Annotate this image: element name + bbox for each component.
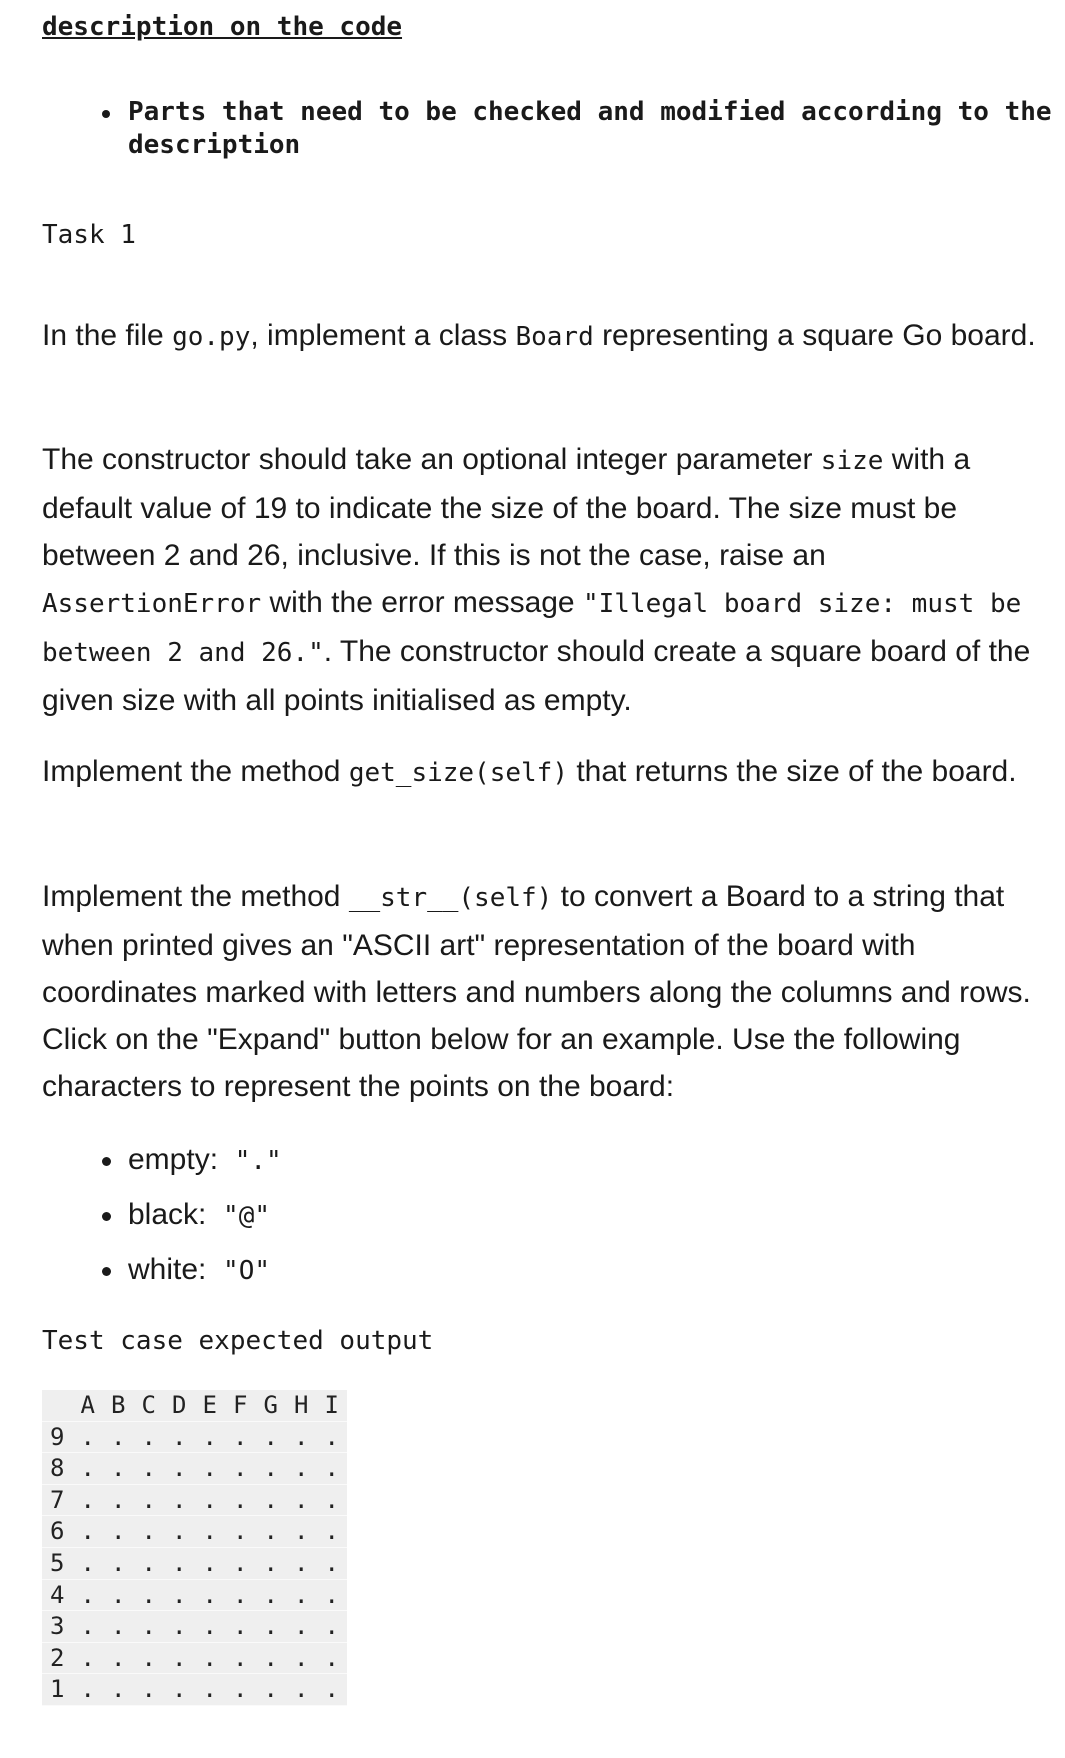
board-point: .: [294, 1675, 309, 1704]
column-label: D: [172, 1391, 187, 1419]
board-row: [42, 1643, 347, 1675]
board-point: .: [202, 1517, 217, 1546]
board-row: [42, 1516, 347, 1548]
board-point: .: [111, 1675, 126, 1704]
symbol-value: "O": [223, 1256, 271, 1286]
row-label: 6: [50, 1517, 65, 1546]
row-label: 7: [50, 1485, 65, 1514]
row-label: 2: [50, 1643, 65, 1672]
board-point: .: [324, 1517, 339, 1546]
board-point: .: [233, 1643, 248, 1672]
board-point: .: [80, 1422, 95, 1451]
test-case-label: Test case expected output: [42, 1326, 434, 1356]
column-label: A: [80, 1391, 95, 1419]
board-point: .: [80, 1643, 95, 1672]
board-point: .: [233, 1485, 248, 1514]
symbol-value: "@": [223, 1201, 271, 1231]
board-header-row: [42, 1390, 347, 1422]
board-point: .: [141, 1675, 156, 1704]
board-point: .: [263, 1454, 278, 1483]
row-points: [67, 1580, 348, 1611]
row-label: 4: [50, 1580, 65, 1609]
text: In the file: [42, 319, 173, 352]
code-get-size: get_size(self): [348, 758, 568, 788]
board-point: .: [172, 1643, 187, 1672]
board-row: [42, 1453, 347, 1485]
code-error-message: "Illegal board size: must be between 2 and 26.": [42, 589, 1022, 668]
board-point: .: [80, 1675, 95, 1704]
board-point: .: [294, 1485, 309, 1514]
board-point: .: [294, 1643, 309, 1672]
board-point: .: [202, 1612, 217, 1641]
code-classname: Board: [515, 322, 594, 352]
text: representing a square Go board.: [593, 319, 1036, 352]
row-points: [67, 1422, 348, 1453]
row-label: 8: [50, 1454, 65, 1483]
board-point: .: [294, 1612, 309, 1641]
board-point: .: [233, 1454, 248, 1483]
symbol-item-empty: [98, 1140, 282, 1195]
board-point: .: [111, 1580, 126, 1609]
board-point: .: [294, 1517, 309, 1546]
board-point: .: [202, 1548, 217, 1577]
board-point: .: [172, 1675, 187, 1704]
board-row: [42, 1485, 347, 1517]
column-label: C: [141, 1391, 156, 1419]
board-row: [42, 1548, 347, 1580]
board-point: .: [172, 1454, 187, 1483]
paragraph-board-class: [42, 312, 1052, 361]
board-point: .: [324, 1643, 339, 1672]
board-point: .: [141, 1422, 156, 1451]
board-point: .: [294, 1548, 309, 1577]
notice-list: [98, 96, 1065, 162]
column-label: G: [263, 1391, 278, 1419]
board-point: .: [202, 1580, 217, 1609]
paragraph-constructor: [42, 436, 1052, 724]
board-point: .: [172, 1517, 187, 1546]
board-point: .: [80, 1580, 95, 1609]
symbol-label: white:: [128, 1253, 207, 1286]
board-point: .: [263, 1548, 278, 1577]
text: Implement the method: [42, 755, 349, 788]
board-point: .: [80, 1517, 95, 1546]
code-str-method: __str__(self): [348, 883, 553, 913]
board-point: .: [111, 1422, 126, 1451]
text: with the error message: [261, 586, 583, 619]
column-label: I: [324, 1391, 339, 1419]
text: with a default value of 19 to indicate the size of the board. The size must be between 2 and 26, inclusive. If this is not the case, raise an: [42, 443, 971, 572]
board-point: .: [233, 1580, 248, 1609]
board-point: .: [202, 1675, 217, 1704]
row-points: [67, 1485, 348, 1516]
text: that returns the size of the board.: [567, 755, 1017, 788]
board-point: .: [294, 1454, 309, 1483]
board-point: .: [172, 1612, 187, 1641]
board-point: .: [141, 1548, 156, 1577]
board-point: .: [80, 1548, 95, 1577]
board-row: [42, 1611, 347, 1643]
symbol-label: empty:: [128, 1143, 219, 1176]
board-point: .: [202, 1643, 217, 1672]
symbol-label: black:: [128, 1198, 207, 1231]
symbol-value: ".": [234, 1146, 282, 1176]
board-point: .: [202, 1422, 217, 1451]
text: Implement the method: [42, 880, 349, 913]
board-point: .: [141, 1485, 156, 1514]
board-row: [42, 1422, 347, 1454]
board-point: .: [172, 1485, 187, 1514]
board-point: .: [172, 1580, 187, 1609]
code-assertion-error: AssertionError: [42, 589, 262, 619]
board-point: .: [80, 1612, 95, 1641]
board-point: .: [324, 1580, 339, 1609]
board-point: .: [111, 1643, 126, 1672]
symbol-item-white: [98, 1250, 282, 1305]
row-points: [67, 1674, 348, 1705]
row-points: [67, 1611, 348, 1642]
board-point: .: [324, 1612, 339, 1641]
column-label: B: [111, 1391, 126, 1419]
board-point: .: [111, 1485, 126, 1514]
board-point: .: [294, 1422, 309, 1451]
symbol-list: [98, 1140, 282, 1305]
board-point: .: [141, 1580, 156, 1609]
board-point: .: [263, 1422, 278, 1451]
paragraph-get-size: [42, 748, 1052, 797]
board-point: .: [111, 1454, 126, 1483]
board-point: .: [324, 1675, 339, 1704]
code-size-param: size: [820, 446, 884, 476]
board-point: .: [233, 1548, 248, 1577]
board-point: .: [172, 1422, 187, 1451]
symbol-item-black: [98, 1195, 282, 1250]
board-point: .: [141, 1517, 156, 1546]
paragraph-str-method: [42, 873, 1052, 1110]
board-point: .: [263, 1675, 278, 1704]
board-point: .: [202, 1454, 217, 1483]
board-point: .: [172, 1548, 187, 1577]
board-row: [42, 1674, 347, 1706]
board-point: .: [263, 1485, 278, 1514]
row-points: [67, 1453, 348, 1484]
row-points: [67, 1643, 348, 1674]
board-point: .: [141, 1612, 156, 1641]
board-point: .: [111, 1612, 126, 1641]
description-link[interactable]: description on the code: [42, 12, 403, 42]
corner-cell: [42, 1390, 51, 1421]
board-point: .: [202, 1485, 217, 1514]
task-label: Task 1: [42, 220, 136, 250]
board-point: .: [324, 1422, 339, 1451]
text: . The constructor should create a square board of the given size with all points initialised as empty.: [42, 635, 1031, 717]
board-point: .: [111, 1548, 126, 1577]
column-label: H: [294, 1391, 309, 1419]
board-point: .: [324, 1454, 339, 1483]
board-point: .: [324, 1485, 339, 1514]
notice-bullet: Parts that need to be checked and modified according to the description: [98, 96, 1065, 162]
board-point: .: [233, 1612, 248, 1641]
board-point: .: [80, 1454, 95, 1483]
board-point: .: [233, 1675, 248, 1704]
board-point: .: [141, 1643, 156, 1672]
text: The constructor should take an optional integer parameter: [42, 443, 821, 476]
board-point: .: [294, 1580, 309, 1609]
board-point: .: [263, 1612, 278, 1641]
board-point: .: [233, 1517, 248, 1546]
board-point: .: [141, 1454, 156, 1483]
row-label: 1: [50, 1675, 65, 1704]
row-points: [67, 1516, 348, 1547]
row-label: 3: [50, 1612, 65, 1641]
board-point: .: [324, 1548, 339, 1577]
board-point: .: [80, 1485, 95, 1514]
board-point: .: [263, 1517, 278, 1546]
row-label: 5: [50, 1548, 65, 1577]
board-point: .: [111, 1517, 126, 1546]
board-point: .: [233, 1422, 248, 1451]
row-label: 9: [50, 1422, 65, 1451]
row-points: [67, 1548, 348, 1579]
board-output: [42, 1390, 347, 1706]
code-filename: go.py: [172, 322, 251, 352]
board-row: [42, 1580, 347, 1612]
column-labels: [51, 1390, 348, 1421]
text: to convert a Board to a string that when printed gives an "ASCII art" representation of the board with coordinates marked with letters and numbers along the columns and rows. Click on the "Expand" button below for an example. Use the following characters to represent the points on the board:: [42, 880, 1031, 1103]
board-point: .: [263, 1580, 278, 1609]
column-label: E: [202, 1391, 217, 1419]
board-point: .: [263, 1643, 278, 1672]
column-label: F: [233, 1391, 248, 1419]
text: , implement a class: [250, 319, 516, 352]
